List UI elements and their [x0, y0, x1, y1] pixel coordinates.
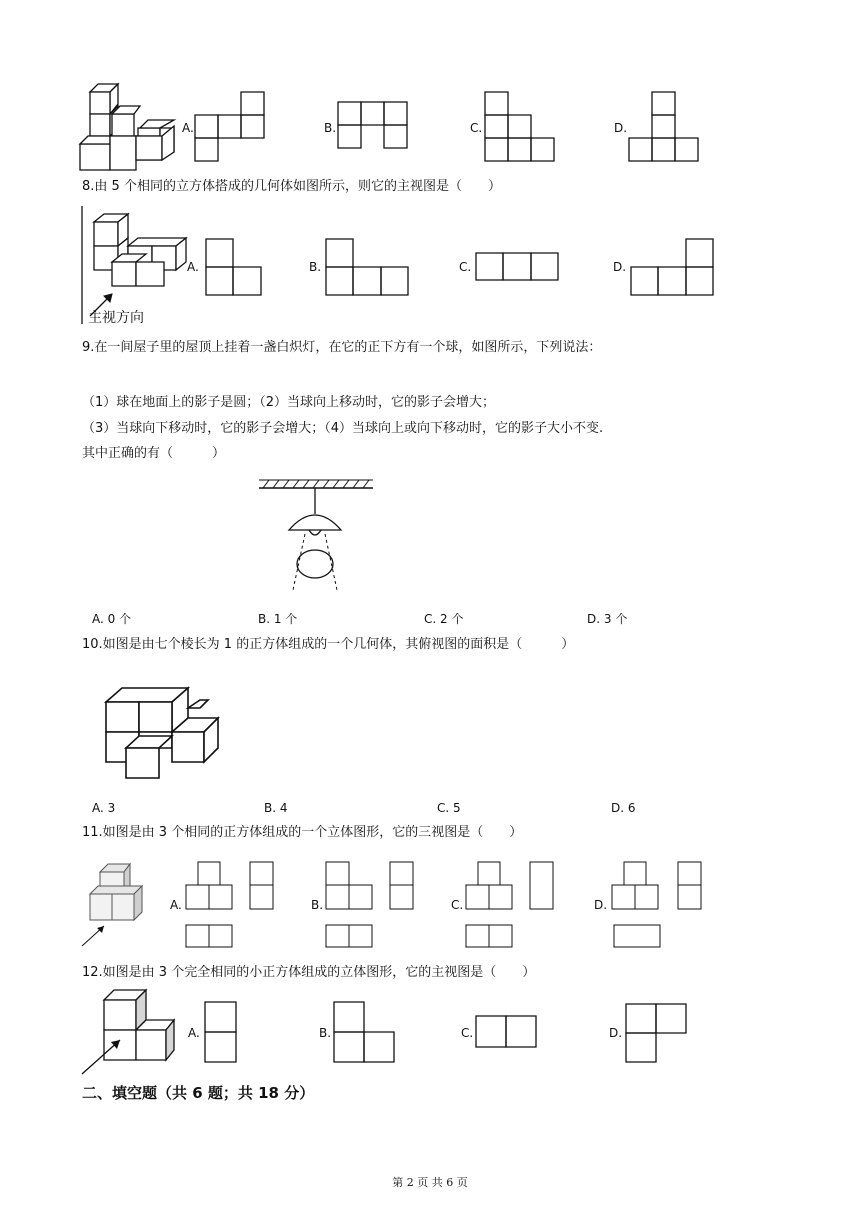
q12-option-b-label[interactable]: B.	[319, 1026, 332, 1040]
q12-question: 12.如图是由 3 个完全相同的小正方体组成的立体图形，它的主视图是（ ）	[82, 965, 536, 980]
q8-option-c-label[interactable]: C.	[459, 260, 472, 274]
q10-option-d[interactable]: D. 6	[611, 801, 636, 815]
q10-question: 10.如图是由七个棱长为 1 的正方体组成的一个几何体，其俯视图的面积是（ ）	[82, 637, 575, 652]
q11-option-a-views[interactable]	[186, 860, 276, 950]
q11-option-c-label[interactable]: C.	[451, 898, 464, 912]
q10-option-c[interactable]: C. 5	[437, 801, 461, 815]
q12-option-c-figure[interactable]	[476, 1016, 540, 1050]
q7-option-b-label[interactable]: B.	[324, 121, 337, 135]
q11-option-a-label[interactable]: A.	[170, 898, 182, 912]
q8-question: 8.由 5 个相同的立方体搭成的几何体如图所示，则它的主视图是（ ）	[82, 179, 501, 194]
q7-option-c-figure[interactable]	[485, 92, 557, 164]
q7-option-c-label[interactable]: C.	[470, 121, 483, 135]
q8-option-a-label[interactable]: A.	[187, 260, 199, 274]
q12-option-c-label[interactable]: C.	[461, 1026, 474, 1040]
section-heading-fill-in: 二、填空题（共 6 题；共 18 分）	[82, 1084, 315, 1102]
q7-option-d-figure[interactable]	[629, 92, 701, 164]
q12-option-d-label[interactable]: D.	[609, 1026, 623, 1040]
q8-option-d-label[interactable]: D.	[613, 260, 627, 274]
q11-option-d-views[interactable]	[612, 860, 704, 950]
q8-option-b-label[interactable]: B.	[309, 260, 322, 274]
q8-option-d-figure[interactable]	[631, 239, 716, 297]
q11-option-b-views[interactable]	[326, 860, 416, 950]
q12-option-b-figure[interactable]	[334, 1002, 398, 1064]
q11-option-c-views[interactable]	[466, 860, 556, 950]
q7-option-a-label[interactable]: A.	[182, 121, 194, 135]
q9-lamp-ball-figure	[255, 478, 377, 596]
q10-option-b[interactable]: B. 4	[264, 801, 288, 815]
q9-prompt: 其中正确的有（ ）	[82, 446, 226, 461]
q7-solid-figure	[80, 82, 182, 174]
q9-statement-1-2: （1）球在地面上的影子是圆；（2）当球向上移动时，它的影子会增大；	[82, 395, 496, 410]
q9-option-d[interactable]: D. 3 个	[587, 612, 628, 626]
q9-statement-3-4: （3）当球向下移动时，它的影子会增大；（4）当球向上或向下移动时，它的影子大小不变.	[82, 421, 604, 436]
q9-question: 9.在一间屋子里的屋顶上挂着一盏白炽灯，在它的正下方有一个球，如图所示，下列说法：	[82, 340, 602, 355]
q10-solid-figure	[104, 686, 228, 784]
q8-solid-figure	[80, 206, 195, 326]
q12-solid-figure	[80, 986, 176, 1078]
q11-option-d-label[interactable]: D.	[594, 898, 608, 912]
q11-option-b-label[interactable]: B.	[311, 898, 324, 912]
q11-question: 11.如图是由 3 个相同的正方体组成的一个立体图形，它的三视图是（ ）	[82, 825, 523, 840]
q8-option-c-figure[interactable]	[476, 253, 561, 283]
q10-option-a[interactable]: A. 3	[92, 801, 116, 815]
q12-option-a-label[interactable]: A.	[188, 1026, 200, 1040]
q9-option-c[interactable]: C. 2 个	[424, 612, 464, 626]
q9-option-a[interactable]: A. 0 个	[92, 612, 132, 626]
q12-option-a-figure[interactable]	[205, 1002, 239, 1064]
q7-option-d-label[interactable]: D.	[614, 121, 628, 135]
q9-option-b[interactable]: B. 1 个	[258, 612, 298, 626]
q12-option-d-figure[interactable]	[626, 1002, 690, 1064]
q11-solid-figure	[80, 862, 156, 948]
q8-option-b-figure[interactable]	[326, 239, 411, 297]
q7-option-a-figure[interactable]	[195, 92, 267, 162]
page-number-footer: 第 2 页 共 6 页	[392, 1176, 468, 1189]
q8-direction-label: 主视方向	[88, 310, 144, 326]
q8-option-a-figure[interactable]	[206, 239, 264, 297]
q7-option-b-figure[interactable]	[338, 102, 410, 152]
